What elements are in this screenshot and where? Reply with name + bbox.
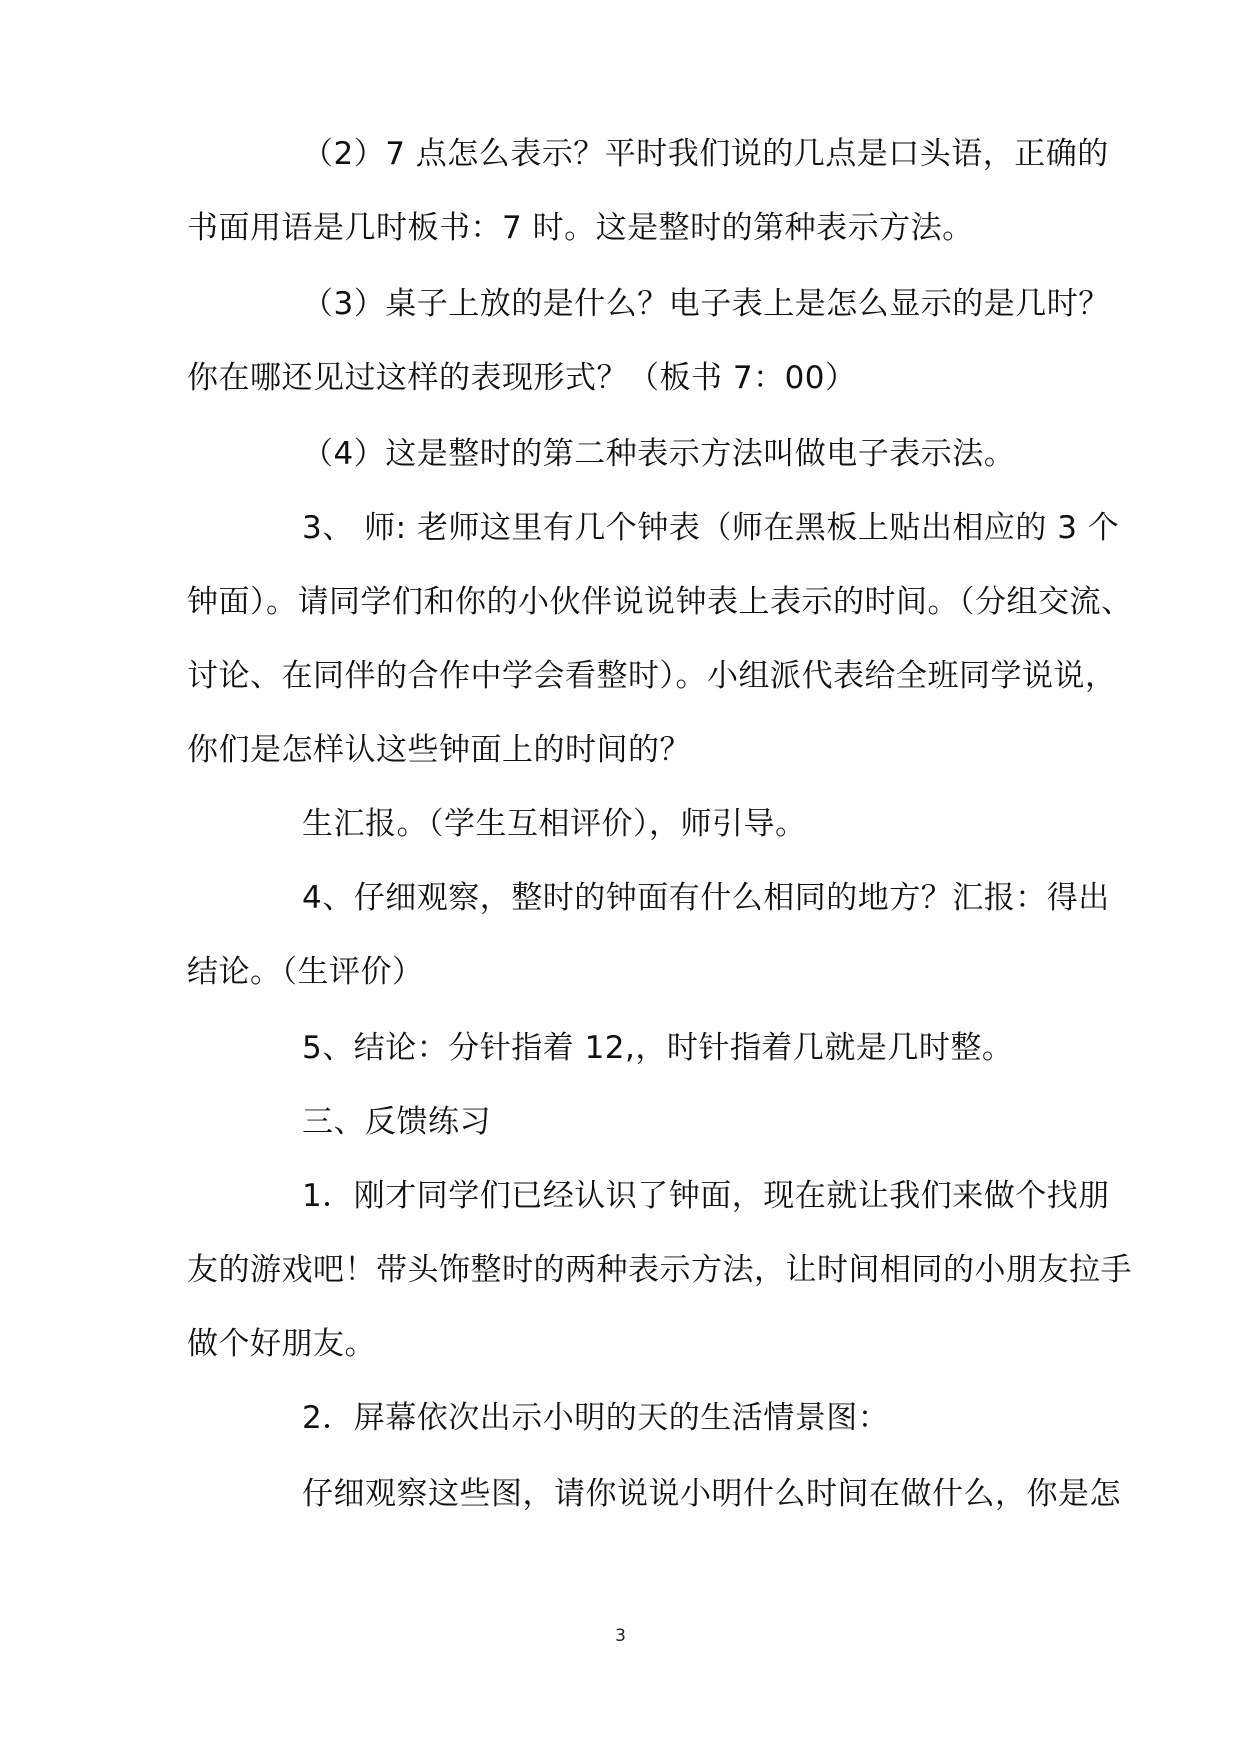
paragraph-line: 4、仔细观察，整时的钟面有什么相同的地方？汇报：得出 (302, 880, 1110, 916)
paragraph-line: 你在哪还见过这样的表现形式？（板书 7：00） (187, 360, 857, 396)
paragraph-line: 做个好朋友。 (187, 1326, 376, 1362)
paragraph-line: 3、 师: 老师这里有几个钟表（师在黑板上贴出相应的 3 个 (302, 510, 1120, 546)
paragraph-line: 钟面）。请同学们和你的小伙伴说说钟表上表示的时间。（分组交流、 (187, 584, 1133, 620)
paragraph-line: 5、结论：分针指着 12,，时针指着几就是几时整。 (302, 1030, 1014, 1066)
page-number: 3 (615, 1626, 626, 1646)
paragraph-line: 1．刚才同学们已经认识了钟面，现在就让我们来做个找朋 (302, 1178, 1110, 1214)
paragraph-line: 书面用语是几时板书：7 时。这是整时的第种表示方法。 (187, 210, 974, 246)
paragraph-line: 你们是怎样认这些钟面上的时间的？ (187, 732, 691, 768)
paragraph-line: 友的游戏吧！带头饰整时的两种表示方法，让时间相同的小朋友拉手 (187, 1252, 1132, 1288)
section-heading: 三、反馈练习 (302, 1104, 491, 1140)
paragraph-line: 结论。（生评价） (187, 954, 424, 990)
paragraph-line: （3）桌子上放的是什么？电子表上是怎么显示的是几时？ (302, 286, 1110, 322)
paragraph-line: 仔细观察这些图，请你说说小明什么时间在做什么，你是怎 (302, 1476, 1121, 1512)
paragraph-line: （4）这是整时的第二种表示方法叫做电子表示法。 (302, 436, 1016, 472)
paragraph-line: 2．屏幕依次出示小明的天的生活情景图： (302, 1400, 890, 1436)
paragraph-line: （2）7 点怎么表示？平时我们说的几点是口头语，正确的 (302, 136, 1109, 172)
paragraph-line: 生汇报。（学生互相评价），师引导。 (302, 806, 807, 842)
paragraph-line: 讨论、在同伴的合作中学会看整时）。小组派代表给全班同学说说， (187, 658, 1117, 694)
